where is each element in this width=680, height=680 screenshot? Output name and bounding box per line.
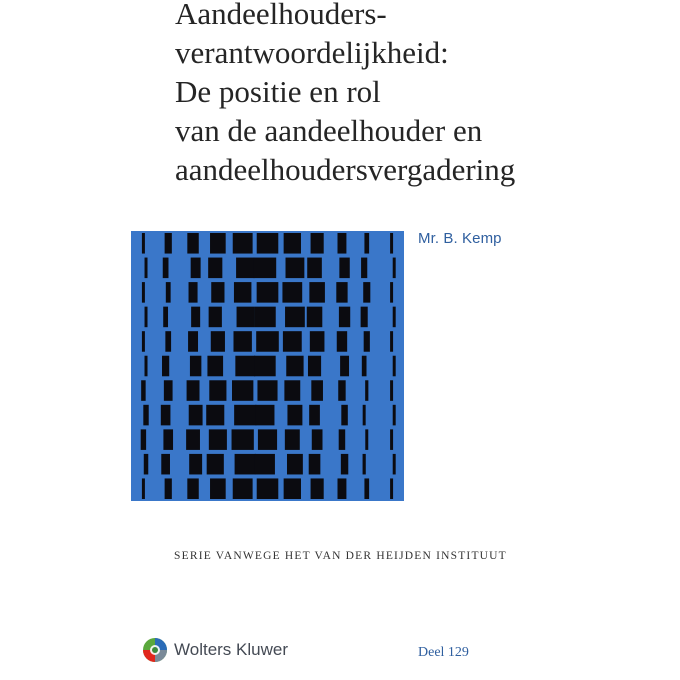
book-title [175,0,655,189]
publisher [142,637,288,663]
wolters-kluwer-logo-icon [142,637,168,663]
publisher-name: Wolters Kluwer [174,640,288,659]
author-name: Mr. B. Kemp [418,230,502,247]
title-line: verantwoordelijkheid: [175,35,449,70]
title-line: van de aandeelhouder en [175,113,483,148]
title-line: aandeelhoudersvergadering [175,152,516,187]
cover-artwork [131,231,404,501]
artwork-pattern [131,231,404,501]
title-line: Aandeelhouders- [175,0,387,31]
title-line: De positie en rol [175,74,381,109]
series-name: SERIE VANWEGE HET VAN DER HEIJDEN INSTITUUT [174,550,507,562]
volume-number: Deel 129 [418,645,469,660]
